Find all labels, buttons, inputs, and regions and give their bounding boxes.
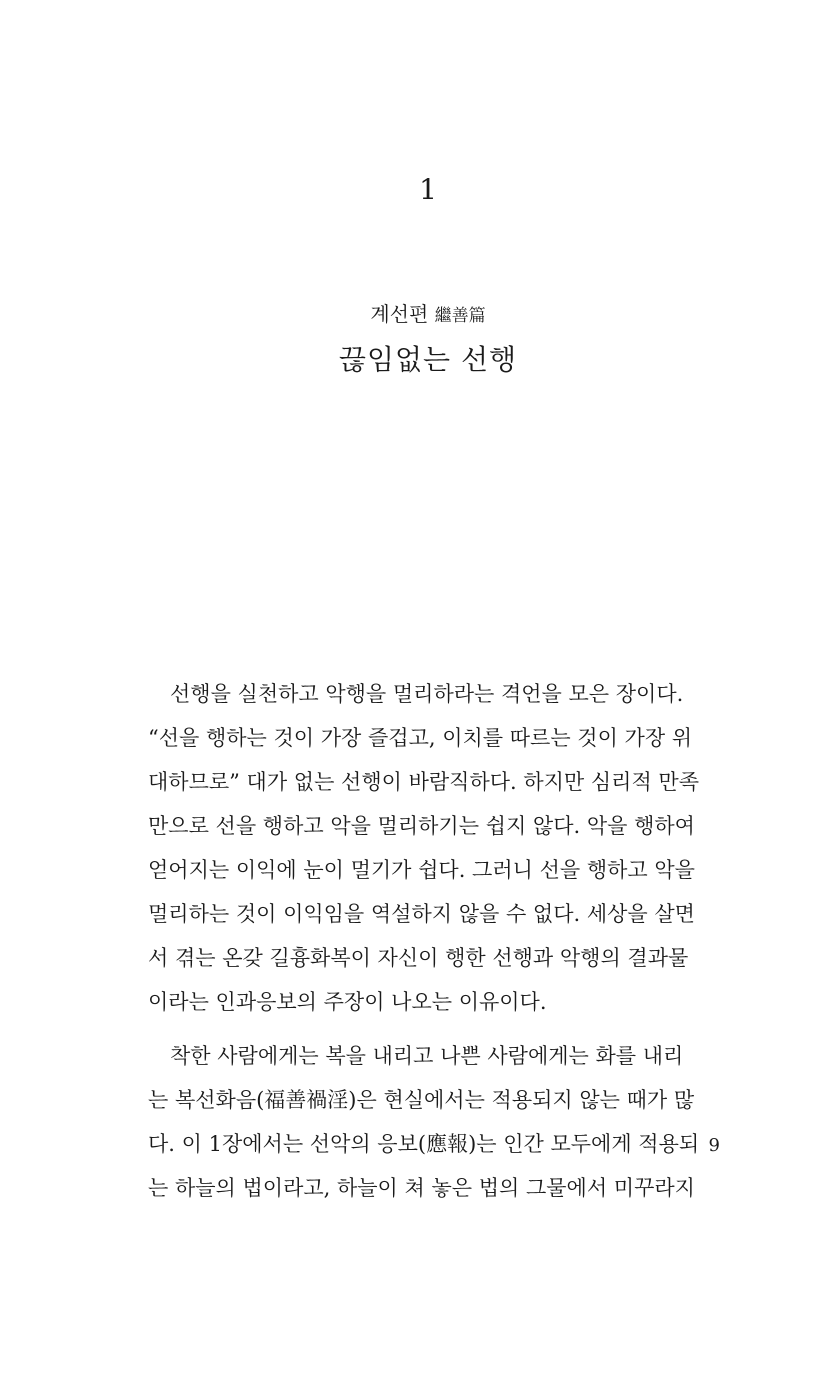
chapter-title: 끊임없는 선행 [338, 343, 518, 376]
body-text [148, 672, 718, 1210]
page-number: 9 [708, 1135, 720, 1156]
section-subtitle-hanja: 繼善篇 [434, 306, 486, 326]
body-line: 서 겪는 온갖 길흉화복이 자신이 행한 선행과 악행의 결과물 [148, 946, 689, 970]
body-line: 선행을 실천하고 악행을 멀리하라는 격언을 모은 장이다. [170, 682, 684, 706]
body-line: 는 복선화음(福善禍淫)은 현실에서는 적용되지 않는 때가 많 [148, 1088, 695, 1112]
section-subtitle-korean: 계선편 [370, 302, 429, 326]
body-line: 대하므로” 대가 없는 선행이 바람직하다. 하지만 심리적 만족 [148, 770, 700, 794]
body-line: 착한 사람에게는 복을 내리고 나쁜 사람에게는 화를 내리 [170, 1044, 684, 1068]
body-line: 이라는 인과응보의 주장이 나오는 이유이다. [148, 990, 547, 1014]
body-line: 는 하늘의 법이라고, 하늘이 쳐 놓은 법의 그물에서 미꾸라지 [148, 1176, 695, 1200]
body-line: 얻어지는 이익에 눈이 멀기가 쉽다. 그러니 선을 행하고 악을 [148, 858, 695, 882]
body-line: “선을 행하는 것이 가장 즐겁고, 이치를 따르는 것이 가장 위 [148, 726, 693, 750]
section-subtitle [0, 300, 820, 330]
body-line: 만으로 선을 행하고 악을 멀리하기는 쉽지 않다. 악을 행하여 [148, 814, 695, 838]
body-line: 멀리하는 것이 이익임을 역설하지 않을 수 없다. 세상을 살면 [148, 902, 695, 926]
body-line: 다. 이 1장에서는 선악의 응보(應報)는 인간 모두에게 적용되 [148, 1132, 700, 1156]
chapter-number: 1 [419, 173, 437, 206]
